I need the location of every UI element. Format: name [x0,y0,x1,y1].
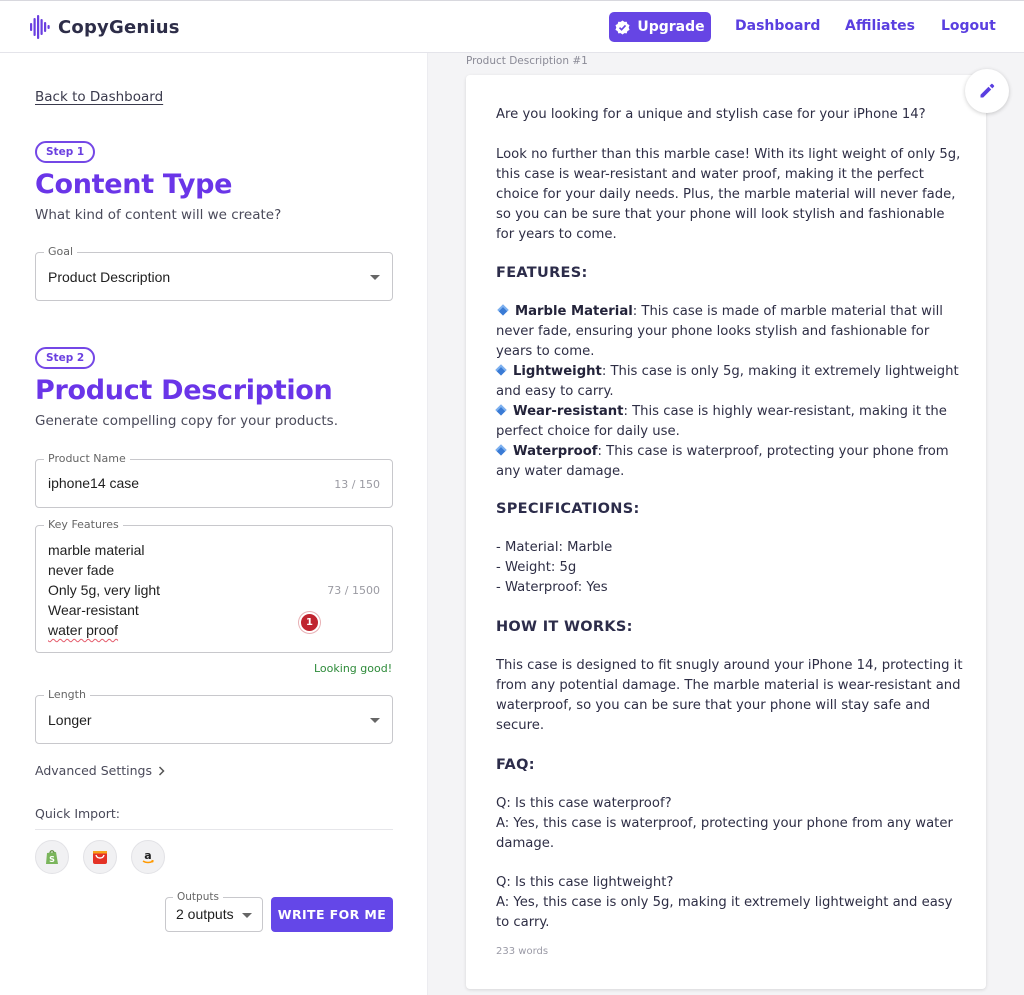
faq-answer: A: Yes, this case is only 5g, making it extremely lightweight and easy to carry. [496,895,953,930]
faq-question: Q: Is this case waterproof? [496,796,672,811]
dropdown-arrow-icon [242,913,252,918]
product-name-label: Product Name [44,452,130,465]
output-intro-question: Are you looking for a unique and stylish case for your iPhone 14? [496,107,926,122]
amazon-import-button[interactable] [131,840,165,874]
key-feature-line: Only 5g, very light [48,582,161,598]
write-for-me-button[interactable] [271,897,393,932]
goal-value: Product Description [48,269,171,285]
outputs-label: Outputs [173,891,223,903]
features-list [496,302,964,482]
nav-dashboard-link[interactable]: Dashboard [735,18,821,34]
feature-item [496,442,964,482]
output-caption: Product Description #1 [466,55,588,67]
key-features-textarea[interactable] [35,518,393,653]
blue-diamond-icon [495,444,506,455]
product-description-subtitle: Generate compelling copy for your products. [35,413,338,429]
feature-text: : This case is only 5g, making it extremely lightweight and easy to carry. [496,364,959,399]
dropdown-arrow-icon [370,718,380,723]
step-1-pill [35,141,95,163]
faq-answer: A: Yes, this case is waterproof, protecting your phone from any water damage. [496,816,953,851]
aliexpress-import-button[interactable] [83,840,117,874]
key-features-counter: 73 / 1500 [327,584,380,597]
outputs-value: 2 outputs [176,906,234,922]
amazon-icon [140,849,156,865]
top-navbar [0,0,1024,53]
features-heading: FEATURES: [496,265,588,281]
spec-item: - Weight: 5g [496,560,577,575]
faq-heading: FAQ: [496,757,535,773]
write-for-me-label: WRITE FOR ME [277,907,387,922]
output-intro-paragraph: Look no further than this marble case! With its light weight of only 5g, this case is wear-resistant and water proof, making it the perfect choice for your daily needs. Plus, the marble material will never fade, so you can be sure that your phone will look stylish and fashionable for years to come. [496,147,961,242]
spec-item: - Waterproof: Yes [496,580,608,595]
key-feature-line: marble material [48,542,145,558]
outputs-select[interactable] [165,891,263,932]
advanced-settings-label: Advanced Settings [35,763,152,778]
blue-diamond-icon [497,304,508,315]
nav-affiliates-link[interactable]: Affiliates [845,18,916,34]
word-count: 233 words [496,946,549,957]
product-name-value: iphone14 case [48,475,140,491]
verified-badge-icon [615,20,630,35]
blue-diamond-icon [495,364,506,375]
length-label: Length [44,688,90,701]
upgrade-label: Upgrade [637,19,705,35]
logo[interactable] [30,15,180,39]
divider [35,829,393,830]
feature-name: Lightweight [513,364,602,379]
how-it-works-heading: HOW IT WORKS: [496,619,633,635]
upgrade-button[interactable] [609,12,711,42]
step-2-pill [35,347,95,369]
feature-item [496,402,964,442]
shopify-icon [45,849,59,865]
product-name-counter: 13 / 150 [334,478,380,491]
edit-output-button[interactable] [965,69,1009,113]
faq-question: Q: Is this case lightweight? [496,875,674,890]
key-features-lines [48,540,160,640]
feature-text: : This case is made of marble material that will never fade, ensuring your phone looks stylish and fashionable for years to come. [496,304,943,359]
grammar-error-badge[interactable] [299,612,320,633]
quick-import-label: Quick Import: [35,806,121,821]
product-name-input[interactable] [35,452,393,508]
svg-text:a: a [144,849,152,862]
product-description-title: Product Description [35,375,333,406]
chevron-right-icon [158,766,165,776]
how-it-works-text: This case is designed to fit snugly around your iPhone 14, protecting it from any potential damage. The marble material is wear-resistant and waterproof, so you can be sure that your phone will stay safe and secure. [496,658,963,733]
feature-name: Waterproof [513,444,598,459]
goal-label: Goal [44,245,77,258]
length-select[interactable] [35,688,393,744]
back-to-dashboard-link[interactable]: Back to Dashboard [35,89,164,105]
key-features-label: Key Features [44,518,123,531]
blue-diamond-icon [495,404,506,415]
feature-item [496,302,964,362]
feature-text: : This case is waterproof, protecting your phone from any water damage. [496,444,949,479]
dropdown-arrow-icon [370,275,380,280]
validation-status: Looking good! [314,662,393,675]
step-1-label: Step 1 [46,146,85,158]
key-feature-line: Wear-resistant [48,602,139,618]
soundwave-logo-icon [30,15,50,39]
length-value: Longer [48,712,92,728]
aliexpress-icon [92,849,108,865]
nav-logout-link[interactable]: Logout [941,18,996,34]
advanced-settings-toggle[interactable] [35,763,165,778]
feature-text: : This case is highly wear-resistant, making it the perfect choice for daily use. [496,404,947,439]
specifications-heading: SPECIFICATIONS: [496,501,640,517]
content-type-subtitle: What kind of content will we create? [35,207,282,223]
svg-text:S: S [49,855,55,864]
goal-select[interactable] [35,245,393,301]
spec-item: - Material: Marble [496,540,613,555]
specifications-list [496,538,964,598]
feature-name: Marble Material [515,304,633,319]
feature-item [496,362,964,402]
content-type-title: Content Type [35,169,233,200]
error-count: 1 [306,617,313,628]
step-2-label: Step 2 [46,352,85,364]
app-name: CopyGenius [58,16,180,38]
key-feature-line: never fade [48,562,115,578]
key-feature-line-misspelled: water proof [48,622,119,638]
pencil-icon [978,82,996,100]
feature-name: Wear-resistant [513,404,624,419]
shopify-import-button[interactable] [35,840,69,874]
